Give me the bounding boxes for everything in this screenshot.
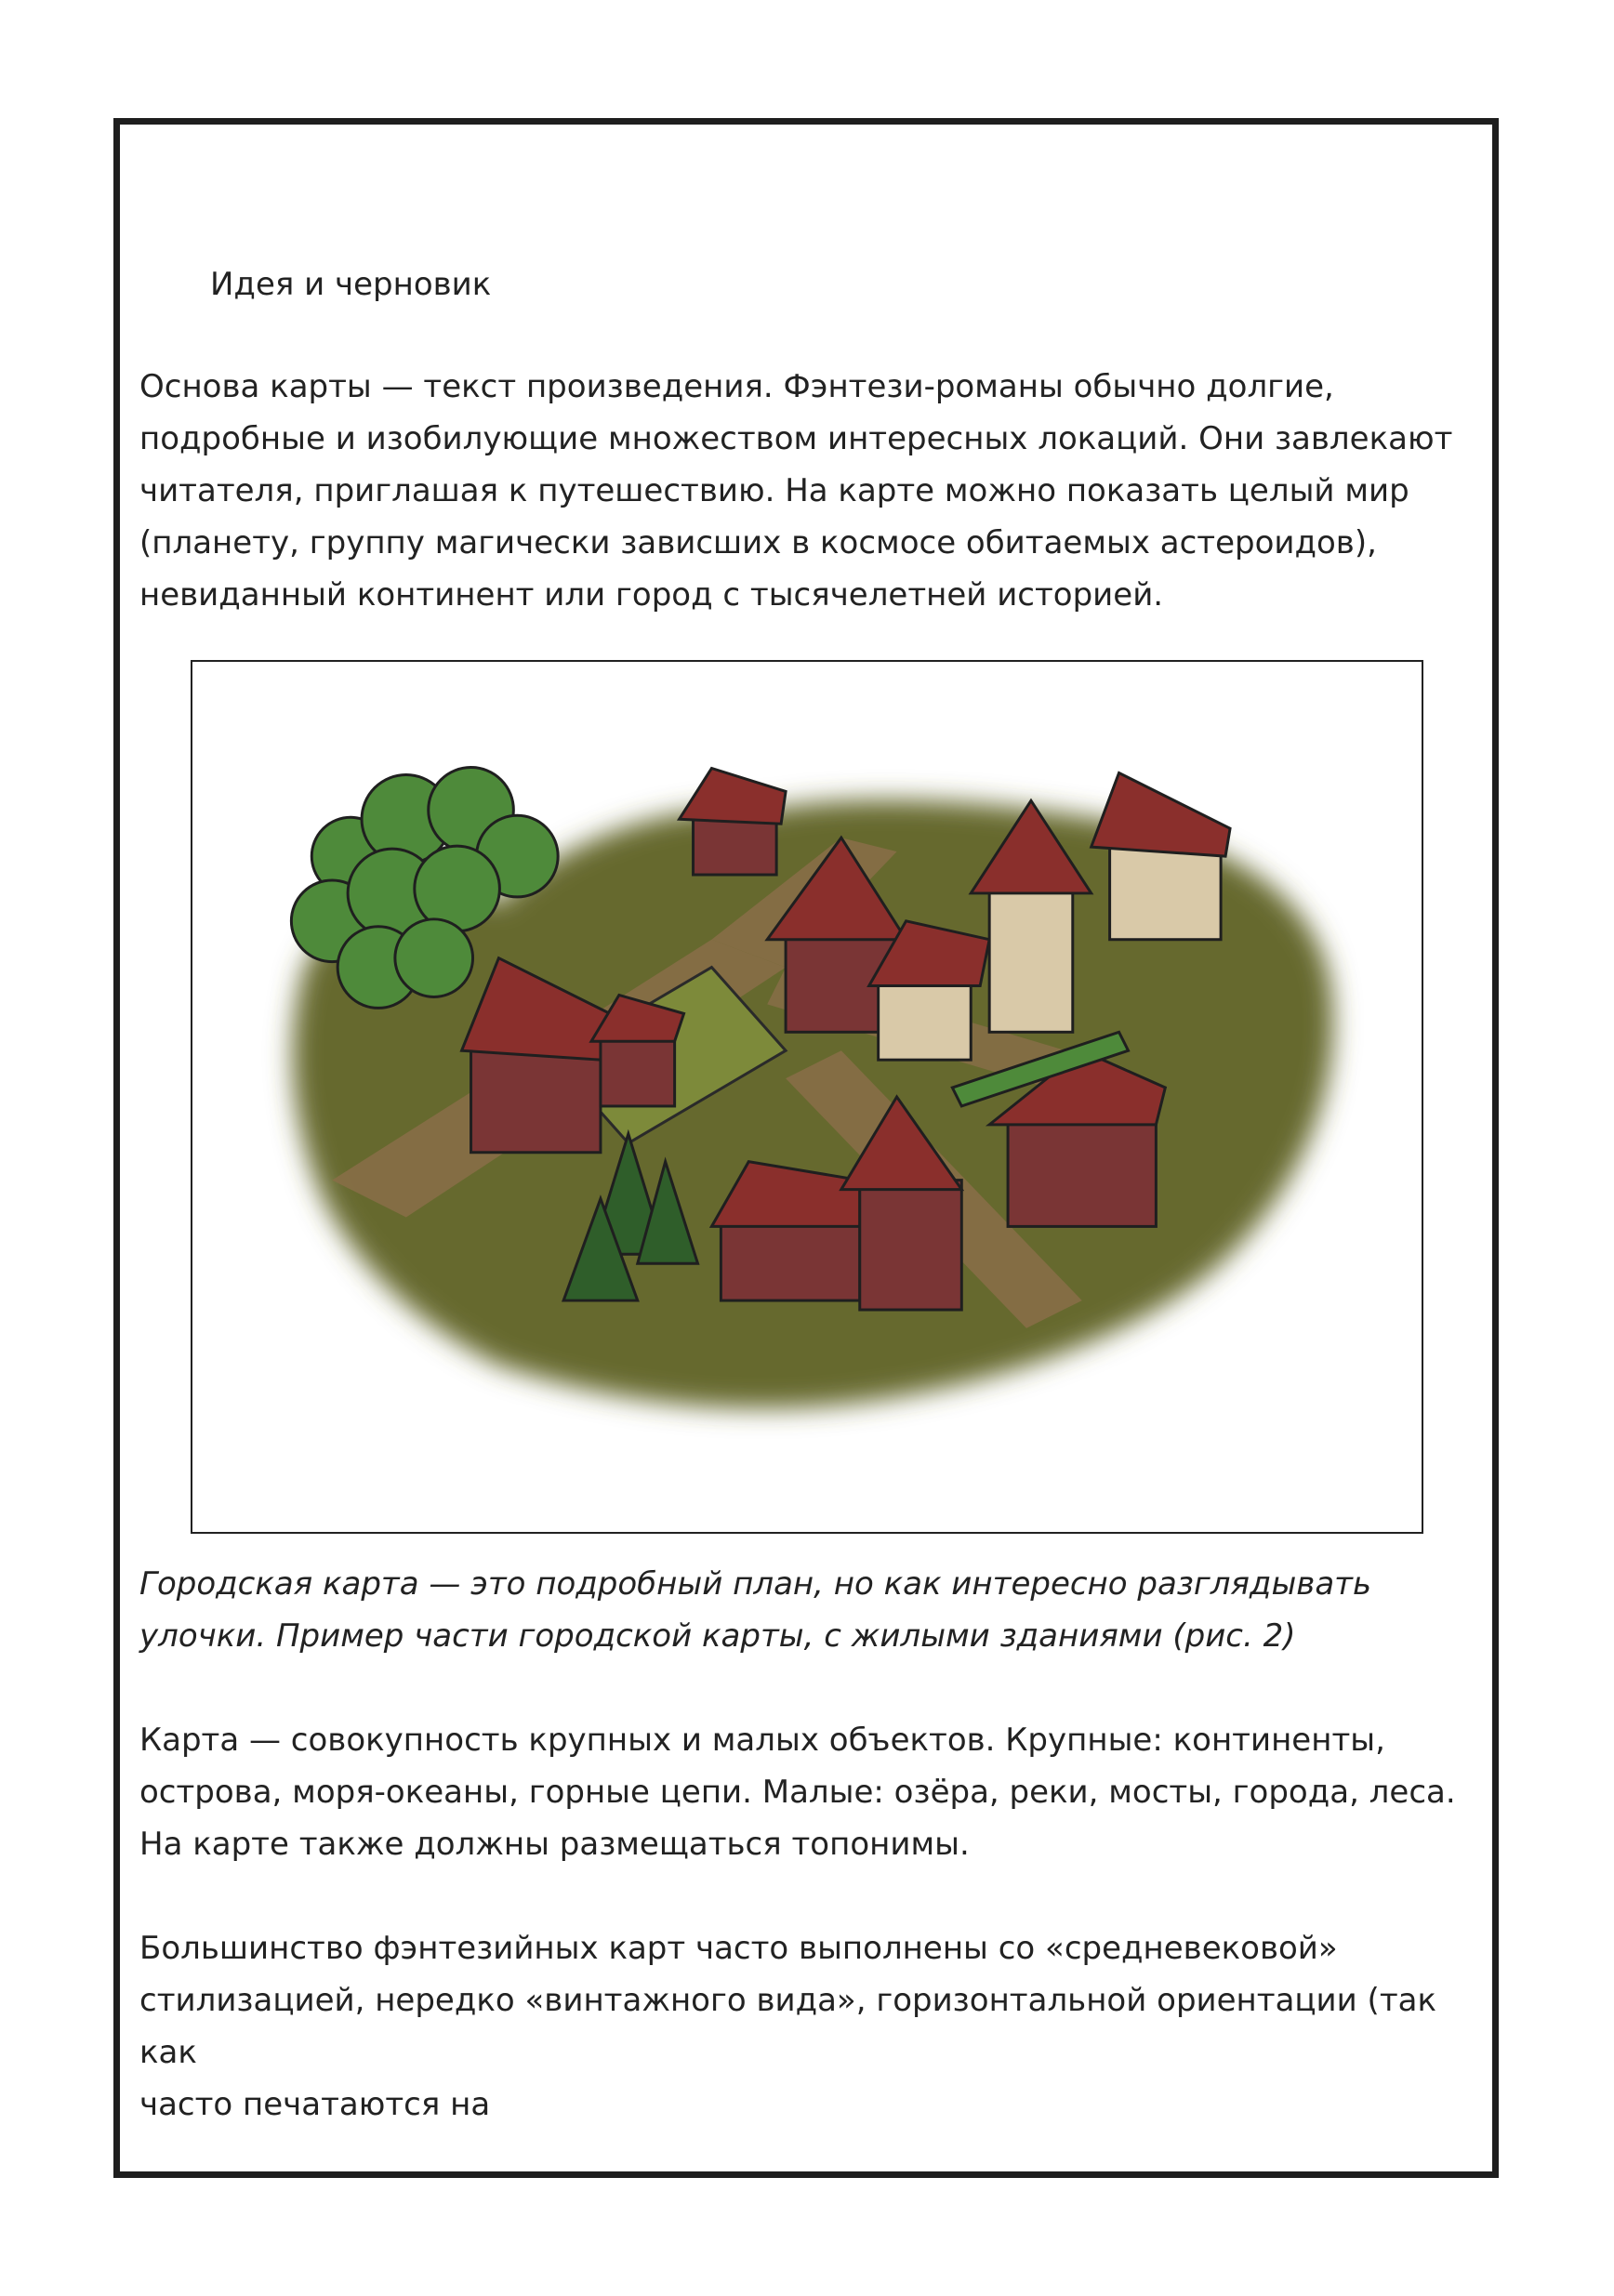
text-line: Карта — совокупность крупных и малых объектов. Крупные: континенты,: [139, 1722, 1385, 1759]
house: [1091, 772, 1230, 939]
caption-line: улочки. Пример части городской карты, с жилыми зданиями (рис. 2): [139, 1617, 1296, 1655]
text-line: читателя, приглашая к путешествию. На карте можно показать целый мир: [139, 472, 1409, 509]
text-line: (планету, группу магически зависших в космосе обитаемых астероидов),: [139, 524, 1377, 561]
caption-line: Городская карта — это подробный план, но как интересно разглядывать: [139, 1565, 1372, 1603]
figure-frame: [191, 660, 1423, 1534]
village-illustration-icon: [192, 662, 1422, 1532]
text-line: часто печатаются на: [139, 2086, 491, 2123]
objects-paragraph: [139, 1714, 1478, 1870]
style-paragraph: [139, 1922, 1478, 2131]
section-heading: Идея и черновик: [210, 266, 492, 303]
text-line: подробные и изобилующие множеством интересных локаций. Они завлекают: [139, 420, 1453, 457]
text-line: Большинство фэнтезийных карт часто выполнены со «средневековой»: [139, 1930, 1338, 1967]
house: [680, 769, 787, 876]
text-line: Основа карты — текст произведения. Фэнтези-романы обычно долгие,: [139, 368, 1334, 405]
text-line: стилизацией, нередко «винтажного вида», горизонтальной ориентации (так как: [139, 1982, 1436, 2071]
intro-paragraph: [139, 361, 1478, 621]
text-line: невиданный континент или город с тысячелетней историей.: [139, 576, 1164, 614]
figure-caption: [139, 1558, 1478, 1662]
text-line: На карте также должны размещаться топонимы.: [139, 1826, 970, 1863]
text-line: острова, моря-океаны, горные цепи. Малые: озёра, реки, мосты, города, леса.: [139, 1774, 1456, 1811]
